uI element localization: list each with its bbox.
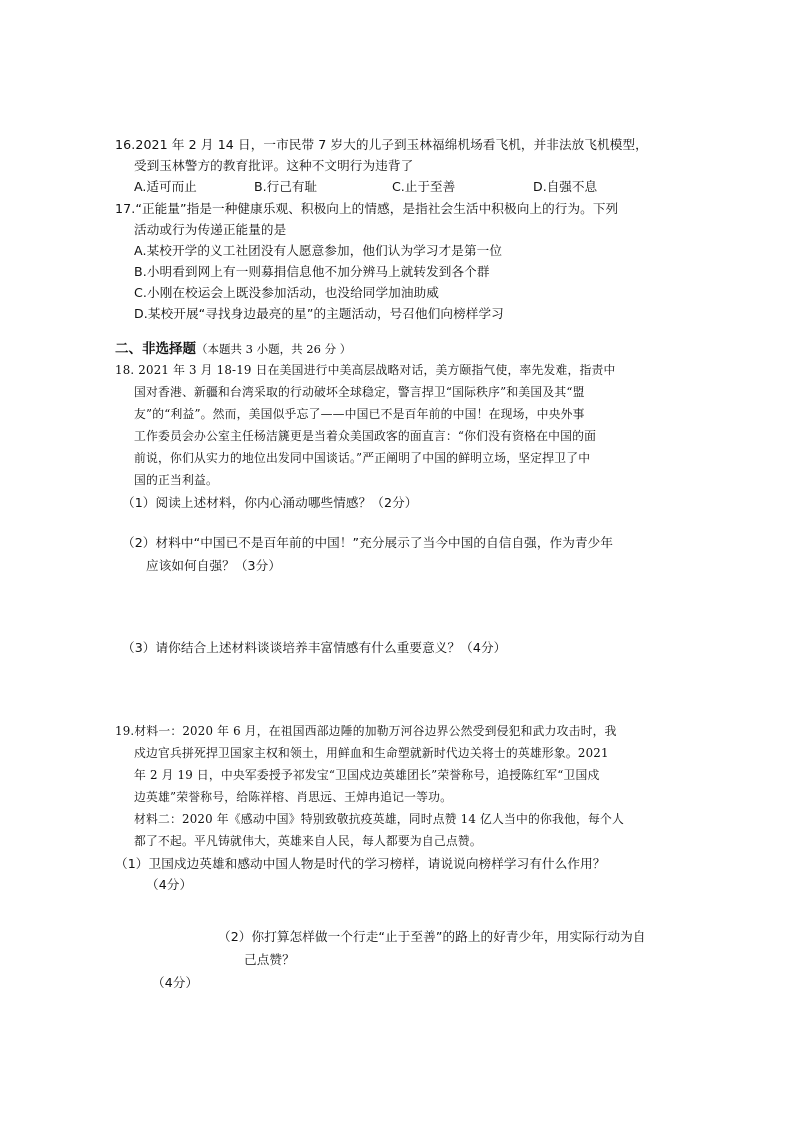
- q17-option-b: B.小明看到网上有一则募捐信息他不加分辨马上就转发到各个群: [134, 264, 490, 279]
- section-title: 二、非选择题: [115, 341, 196, 357]
- section-heading: [115, 340, 351, 358]
- q19-sub1-line1: （1）卫国戍边英雄和感动中国人物是时代的学习榜样，请说说向榜样学习有什么作用？: [115, 856, 606, 871]
- q17-stem-line2: 活动或行为传递正能量的是: [134, 222, 287, 237]
- q19-material-line3: 年 2 月 19 日，中央军委授予祁发宝“卫国戍边英雄团长”荣誉称号，追授陈红军“卫国戍: [134, 768, 600, 782]
- q16-option-d: D.自强不息: [533, 179, 598, 194]
- q18-material-line3: 友”的“利益”。然而，美国似乎忘了——中国已不是百年前的中国！在现场，中央外事: [134, 407, 585, 421]
- q19-material-line4: 边英雄”荣誉称号，给陈祥榕、肖思远、王焯冉追记一等功。: [134, 790, 453, 804]
- q18-sub2-line2: 应该如何自强？（3分）: [146, 558, 282, 573]
- q16-stem-line1: 16.2021 年 2 月 14 日，一市民带 7 岁大的儿子到玉林福绵机场看飞机，并非法放飞机模型，: [115, 137, 648, 152]
- q16-option-c: C.止于至善: [392, 179, 456, 194]
- q18-sub2-line1: （2）材料中“中国已不是百年前的中国！”充分展示了当今中国的自信自强，作为青少年: [122, 535, 614, 550]
- q16-stem-line2: 受到玉林警方的教育批评。这种不文明行为违背了: [134, 158, 414, 173]
- q19-sub2-line1: （2）你打算怎样做一个行走“止于至善”的路上的好青少年，用实际行动为自: [218, 929, 646, 944]
- q18-sub1: （1）阅读上述材料，你内心涌动哪些情感？（2分）: [122, 495, 418, 510]
- q17-option-d: D.某校开展“寻找身边最亮的星”的主题活动，号召他们向榜样学习: [134, 306, 504, 321]
- q16-option-a: A.适可而止: [134, 179, 197, 194]
- q19-material-line1: 19.材料一：2020 年 6 月，在祖国西部边陲的加勒万河谷边界公然受到侵犯和武力攻击时，我: [115, 724, 617, 738]
- q18-material-line4: 工作委员会办公室主任杨洁篪更是当着众美国政客的面直言：“你们没有资格在中国的面: [134, 429, 597, 443]
- q17-option-a: A.某校开学的义工社团没有人愿意参加，他们认为学习才是第一位: [134, 243, 503, 258]
- q19-material-line5: 材料二：2020 年《感动中国》特别致敬抗疫英雄，同时点赞 14 亿人当中的你我他，每个人: [134, 812, 624, 826]
- section-note: （本题共 3 小题，共 26 分 ）: [196, 342, 352, 356]
- q18-sub3: （3）请你结合上述材料谈谈培养丰富情感有什么重要意义？（4分）: [122, 640, 507, 655]
- q18-material-line2: 国对香港、新疆和台湾采取的行动破坏全球稳定，警言捍卫“国际秩序”和美国及其“盟: [134, 385, 585, 399]
- q19-material-line2: 戍边官兵拼死捍卫国家主权和领土，用鲜血和生命塑就新时代边关将士的英雄形象。2021: [134, 746, 609, 760]
- q19-sub1-line2: （4分）: [146, 877, 193, 892]
- q19-material-line6: 都了不起。平凡铸就伟大，英雄来自人民，每人都要为自己点赞。: [134, 834, 482, 848]
- q16-option-b: B.行己有耻: [254, 179, 318, 194]
- q18-material-line5: 前说，你们从实力的地位出发同中国谈话。”严正阐明了中国的鲜明立场，坚定捍卫了中: [134, 451, 591, 465]
- q17-stem-line1: 17.“正能量”指是一种健康乐观、积极向上的情感，是指社会生活中积极向上的行为。下列: [115, 201, 619, 216]
- q17-option-c: C.小刚在校运会上既没参加活动，也没给同学加油助威: [134, 285, 439, 300]
- q18-material-line6: 国的正当利益。: [134, 473, 218, 487]
- q19-sub2-line3: （4分）: [152, 975, 199, 990]
- q18-material-line1: 18. 2021 年 3 月 18-19 日在美国进行中美高层战略对话，美方颐指气使，率先发难，指责中: [115, 363, 616, 377]
- q19-sub2-line2: 己点赞？: [244, 952, 295, 967]
